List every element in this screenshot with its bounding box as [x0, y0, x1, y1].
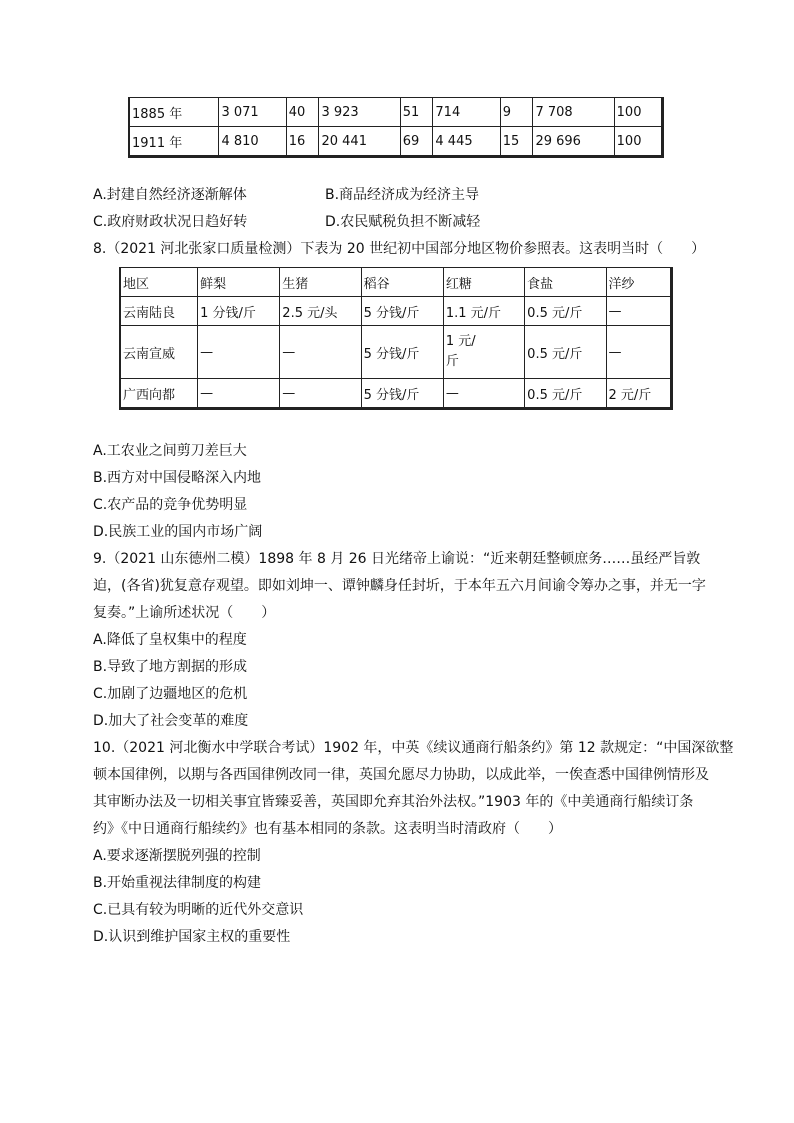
q9-option-d[interactable]: D.加大了社会变革的难度: [93, 713, 249, 729]
q7-option-c[interactable]: C.政府财政状况日趋好转: [93, 214, 248, 230]
table-cell: 5 分钱/斤: [361, 379, 443, 409]
table-cell: 1885 年: [129, 98, 219, 127]
q9-stem-line3: 复奏。”上谕所述状况（ ）: [93, 605, 276, 621]
q10-stem-line1: 10.（2021 河北衡水中学联合考试）1902 年，中英《续议通商行船条约》第 12 款规定：“中国深欲整: [93, 740, 734, 756]
table-row: [129, 127, 663, 157]
table-cell: —: [606, 326, 671, 379]
q8-option-d[interactable]: D.民族工业的国内市场广阔: [93, 524, 263, 540]
q10-option-c[interactable]: C.已具有较为明晰的近代外交意识: [93, 902, 304, 918]
table-cell: 云南宣威: [120, 326, 198, 379]
table-cell: 29 696: [533, 127, 614, 157]
table-cell: 0.5 元/斤: [525, 379, 606, 409]
cell-line: 1 元/: [445, 334, 476, 349]
q9-stem-line1: 9.（2021 山东德州二模）1898 年 8 月 26 日光绪帝上谕说：“近来朝廷整顿庶务……虽经严旨敦: [93, 551, 701, 567]
table-cell: 51: [400, 98, 433, 127]
q7-options-row1: [93, 186, 480, 204]
statistics-table: [128, 97, 664, 158]
table-cell: 广西向都: [120, 379, 198, 409]
table-header-cell: 食盐: [525, 268, 606, 297]
table-cell: 40: [286, 98, 319, 127]
table-cell: 100: [614, 98, 662, 127]
table-cell: 云南陆良: [120, 297, 198, 326]
q10-option-a[interactable]: A.要求逐渐摆脱列强的控制: [93, 848, 261, 864]
table-cell: —: [280, 379, 361, 409]
q10-stem-line2: 顿本国律例，以期与各西国律例改同一律，英国允愿尽力协助，以成此举，一俟查悉中国律例情形及: [93, 767, 709, 783]
q8-option-b[interactable]: B.西方对中国侵略深入内地: [93, 470, 262, 486]
table-cell: 5 分钱/斤: [361, 326, 443, 379]
q8-stem: 8.（2021 河北张家口质量检测）下表为 20 世纪初中国部分地区物价参照表。这表明当时（ ）: [93, 241, 706, 257]
table-cell: 9: [500, 98, 533, 127]
cell-line: 斤: [445, 354, 459, 369]
table-cell: 0.5 元/斤: [525, 326, 606, 379]
table-cell: 4 810: [219, 127, 286, 157]
table-cell: —: [198, 379, 280, 409]
table-row: [120, 326, 672, 379]
table-cell: —: [280, 326, 361, 379]
table-cell: [443, 326, 524, 379]
table-cell: 1911 年: [129, 127, 219, 157]
q9-stem-line2: 迫，(各省)犹复意存观望。即如刘坤一、谭钟麟身任封圻，于本年五六月间谕令筹办之事，并无一字: [93, 578, 706, 594]
price-table: [119, 267, 673, 410]
table-cell: 20 441: [319, 127, 400, 157]
table-header-cell: 鲜梨: [198, 268, 280, 297]
q7-option-b[interactable]: B.商品经济成为经济主导: [325, 187, 480, 203]
table-cell: —: [198, 326, 280, 379]
table-header-cell: 红糖: [443, 268, 524, 297]
table-cell: 3 923: [319, 98, 400, 127]
q7-option-a[interactable]: A.封建自然经济逐渐解体: [93, 187, 247, 203]
table-header-cell: 稻谷: [361, 268, 443, 297]
table-row: [120, 297, 672, 326]
table-cell: 2.5 元/头: [280, 297, 361, 326]
table-cell: 2 元/斤: [606, 379, 671, 409]
table-header-cell: 洋纱: [606, 268, 671, 297]
q9-option-b[interactable]: B.导致了地方割据的形成: [93, 659, 248, 675]
q8-option-c[interactable]: C.农产品的竞争优势明显: [93, 497, 248, 513]
table-cell: 5 分钱/斤: [361, 297, 443, 326]
q10-stem-line4: 约》《中日通商行船续约》也有基本相同的条款。这表明当时清政府（ ）: [93, 821, 562, 837]
q8-option-a[interactable]: A.工农业之间剪刀差巨大: [93, 443, 247, 459]
q9-option-a[interactable]: A.降低了皇权集中的程度: [93, 632, 247, 648]
q7-options-row2: [93, 213, 481, 231]
table-row: [129, 98, 663, 127]
q9-option-c[interactable]: C.加剧了边疆地区的危机: [93, 686, 248, 702]
table-cell: 3 071: [219, 98, 286, 127]
table-cell: 1 分钱/斤: [198, 297, 280, 326]
table-cell: 0.5 元/斤: [525, 297, 606, 326]
table-cell: —: [606, 297, 671, 326]
table-cell: 4 445: [433, 127, 500, 157]
q10-stem-line3: 其审断办法及一切相关事宜皆臻妥善，英国即允弃其治外法权。”1903 年的《中美通商行船续订条: [93, 794, 694, 810]
table-header-row: [120, 268, 672, 297]
table-header-cell: 地区: [120, 268, 198, 297]
table-cell: 15: [500, 127, 533, 157]
table-cell: —: [443, 379, 524, 409]
q7-option-d[interactable]: D.农民赋税负担不断减轻: [325, 214, 481, 230]
q10-option-d[interactable]: D.认识到维护国家主权的重要性: [93, 929, 291, 945]
table-cell: 1.1 元/斤: [443, 297, 524, 326]
table-header-cell: 生猪: [280, 268, 361, 297]
table-row: [120, 379, 672, 409]
table-cell: 714: [433, 98, 500, 127]
table-cell: 100: [614, 127, 662, 157]
table-cell: 7 708: [533, 98, 614, 127]
q10-option-b[interactable]: B.开始重视法律制度的构建: [93, 875, 262, 891]
table-cell: 16: [286, 127, 319, 157]
table-cell: 69: [400, 127, 433, 157]
